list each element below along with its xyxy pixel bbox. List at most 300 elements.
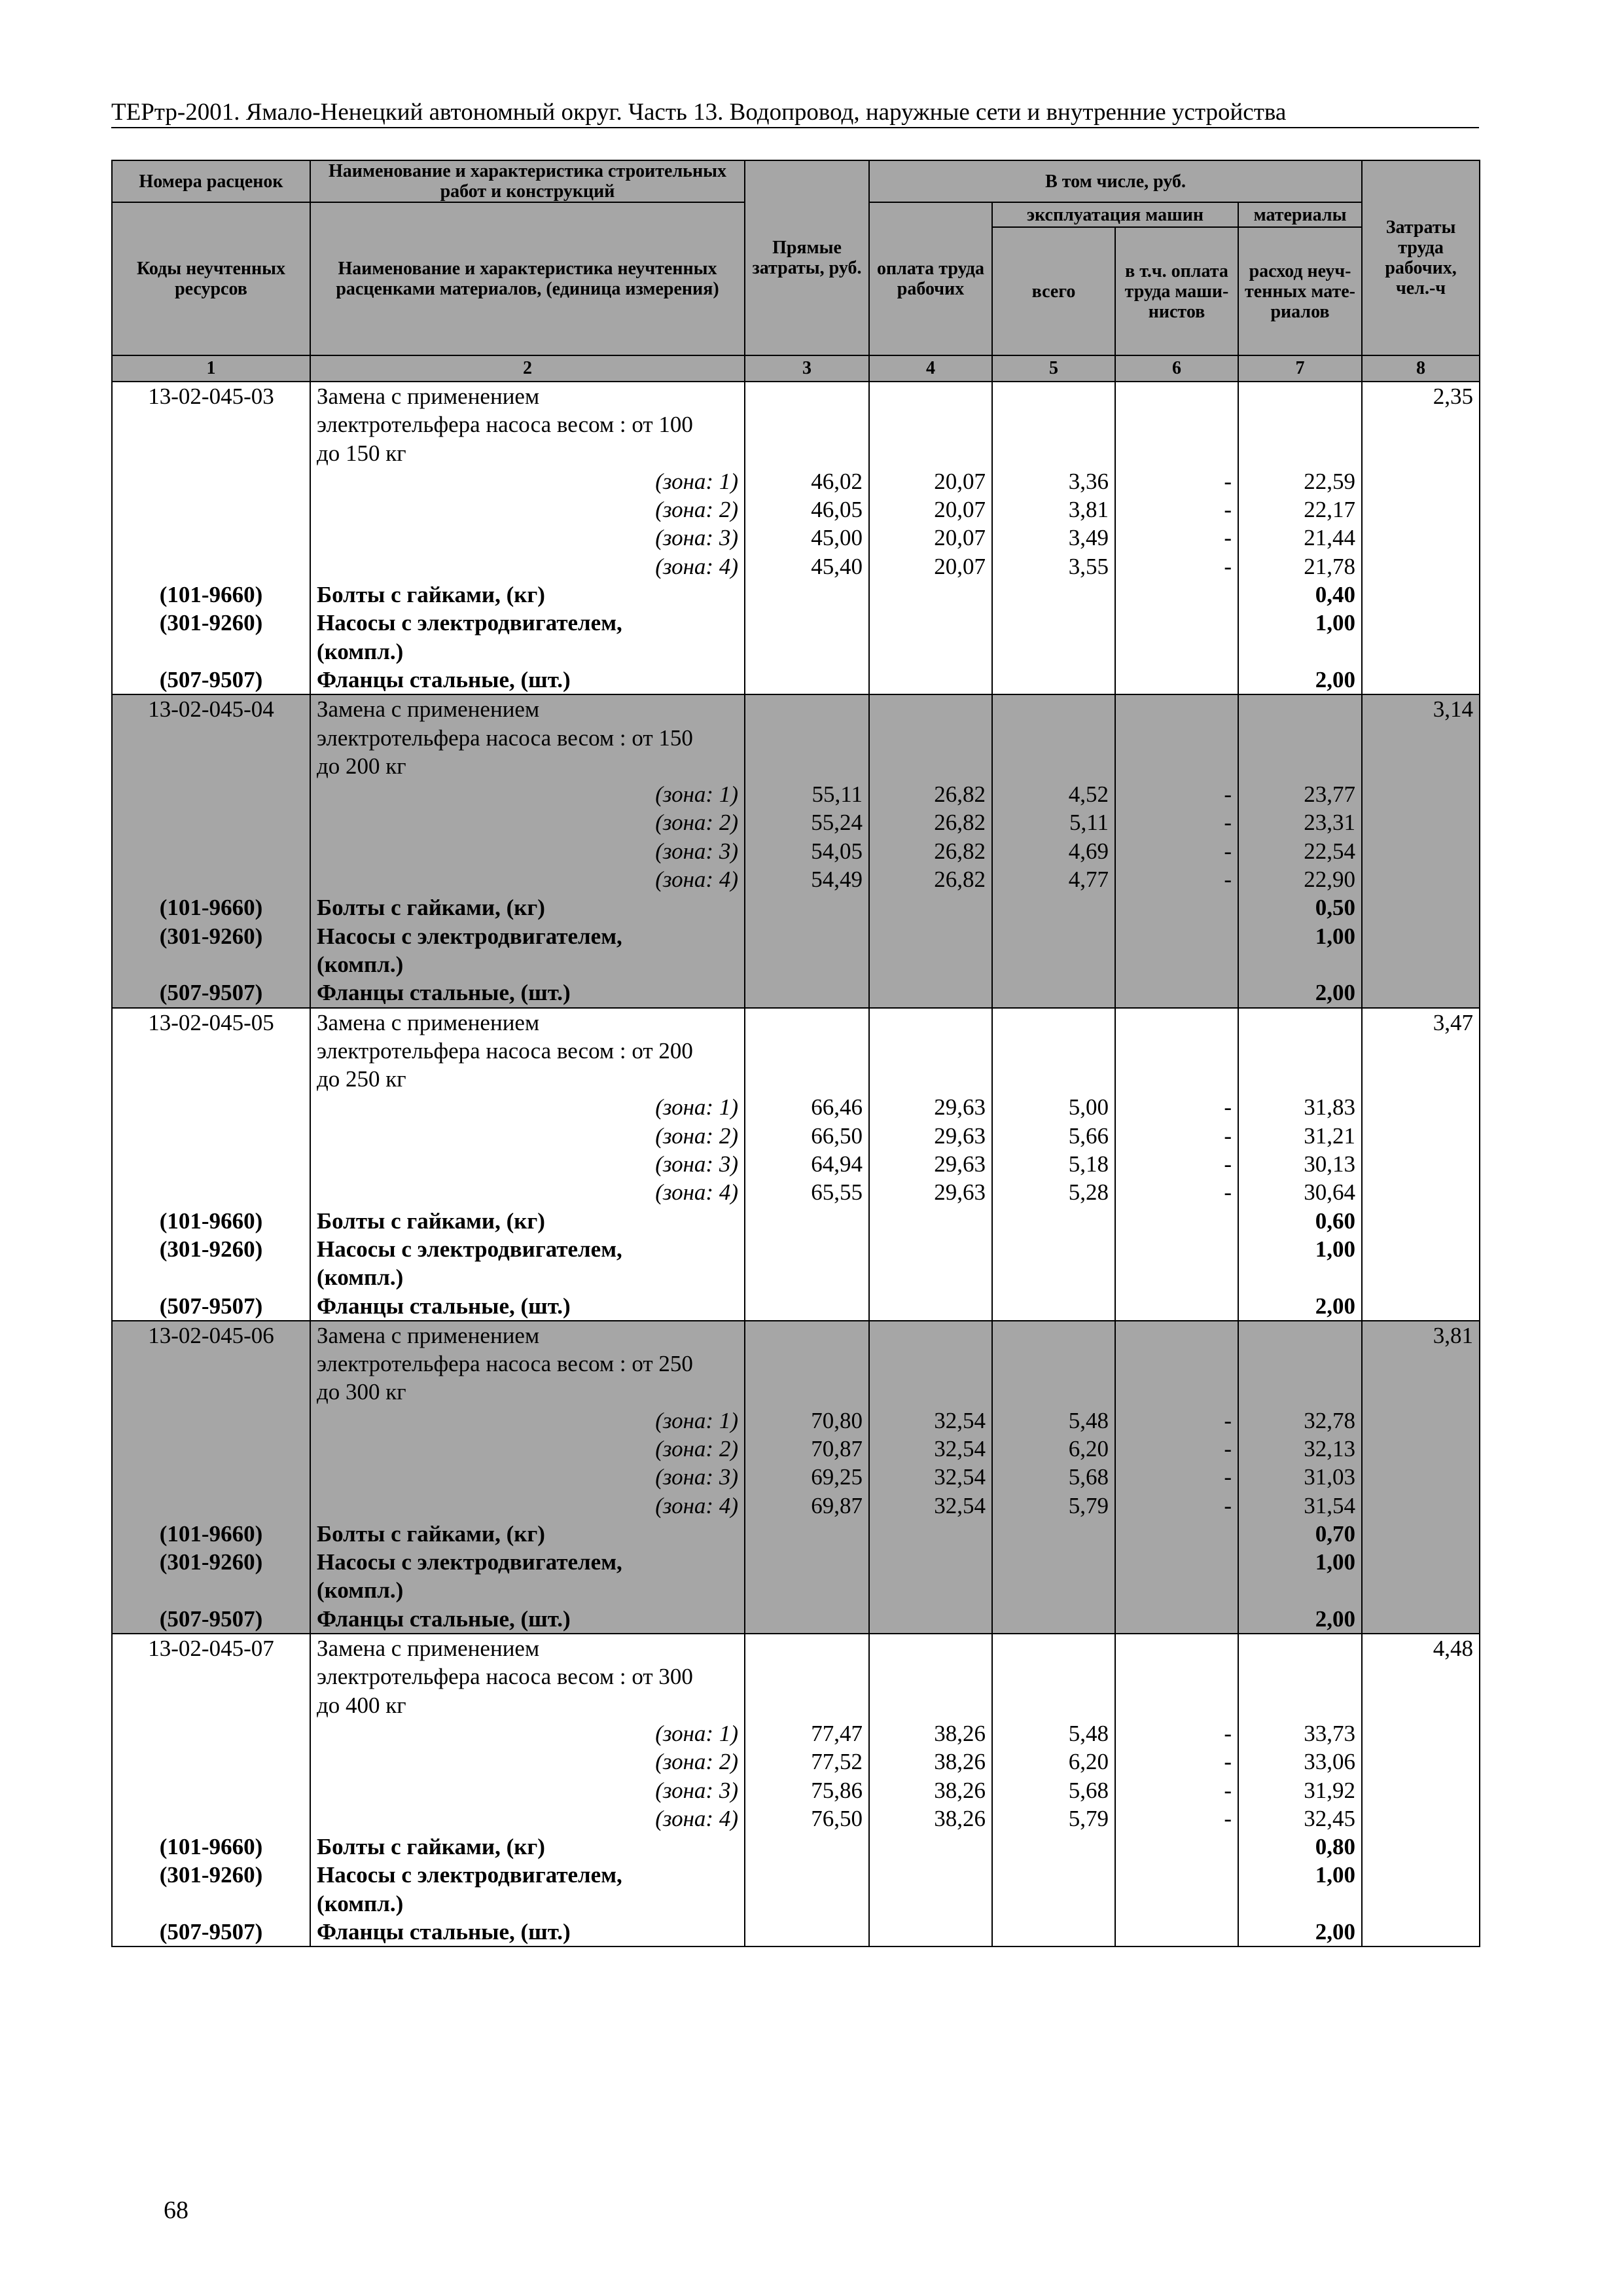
materials-cost: 31,54 (1238, 1492, 1362, 1520)
column-number: 7 (1238, 355, 1362, 382)
labor-hours: 3,47 (1362, 1008, 1480, 1037)
work-description: Замена с применением (310, 694, 745, 723)
resource-code: (507-9507) (112, 1292, 310, 1321)
empty-cell (869, 1918, 992, 1946)
material-name: (компл.) (310, 1890, 745, 1918)
empty-cell (869, 581, 992, 609)
zone-row (112, 1178, 1480, 1206)
empty-cell (992, 1008, 1115, 1037)
empty-cell (112, 524, 310, 552)
rate-code (112, 1037, 310, 1065)
materials-cost: 31,03 (1238, 1463, 1362, 1491)
empty-cell (869, 1890, 992, 1918)
zone-label: (зона: 4) (310, 1804, 745, 1833)
material-row (112, 1890, 1480, 1918)
zone-row (112, 1122, 1480, 1150)
empty-cell (745, 666, 869, 694)
worker-wage: 20,07 (869, 495, 992, 524)
empty-cell (745, 1548, 869, 1576)
empty-cell (1115, 1008, 1238, 1037)
machine-cost: 5,79 (992, 1804, 1115, 1833)
material-consumption: 0,50 (1238, 893, 1362, 922)
material-consumption: 0,40 (1238, 581, 1362, 609)
empty-cell (1115, 950, 1238, 978)
empty-cell (1115, 1605, 1238, 1634)
empty-cell (869, 1065, 992, 1093)
empty-cell (1115, 1548, 1238, 1576)
direct-cost: 77,47 (745, 1719, 869, 1748)
col1-top-header: Номера расценок (112, 160, 310, 202)
machinist-wage: - (1115, 1748, 1238, 1776)
empty-cell (992, 1918, 1115, 1946)
worker-wage: 32,54 (869, 1492, 992, 1520)
resource-code: (101-9660) (112, 1207, 310, 1235)
empty-cell (1115, 1861, 1238, 1889)
materials-cost: 22,90 (1238, 865, 1362, 893)
empty-cell (1362, 1263, 1480, 1291)
empty-cell (745, 1263, 869, 1291)
work-description: до 250 кг (310, 1065, 745, 1093)
empty-cell (745, 581, 869, 609)
work-description: до 150 кг (310, 439, 745, 467)
rate-code (112, 752, 310, 780)
worker-wage: 26,82 (869, 780, 992, 808)
work-description: Замена с применением (310, 382, 745, 410)
empty-cell (869, 1605, 992, 1634)
rate-group (112, 1321, 1480, 1634)
empty-cell (745, 637, 869, 666)
empty-cell (1362, 1150, 1480, 1178)
empty-cell (869, 1378, 992, 1406)
empty-cell (869, 1350, 992, 1378)
empty-cell (1115, 1918, 1238, 1946)
zone-label: (зона: 3) (310, 1150, 745, 1178)
materials-cost: 30,64 (1238, 1178, 1362, 1206)
rate-code (112, 410, 310, 439)
empty-cell (869, 1321, 992, 1350)
direct-cost: 54,05 (745, 837, 869, 865)
material-row (112, 581, 1480, 609)
empty-cell (992, 1037, 1115, 1065)
material-consumption: 0,70 (1238, 1520, 1362, 1548)
empty-cell (1238, 1378, 1362, 1406)
empty-cell (1362, 1548, 1480, 1576)
empty-cell (1362, 666, 1480, 694)
materials-cost: 31,21 (1238, 1122, 1362, 1150)
material-row (112, 1520, 1480, 1548)
labor-hours: 4,48 (1362, 1634, 1480, 1662)
empty-cell (745, 609, 869, 637)
empty-cell (745, 410, 869, 439)
rate-code: 13-02-045-07 (112, 1634, 310, 1662)
empty-cell (992, 410, 1115, 439)
empty-cell (869, 978, 992, 1007)
machine-cost: 4,69 (992, 837, 1115, 865)
resource-code: (301-9260) (112, 1235, 310, 1263)
machinist-wage: - (1115, 1435, 1238, 1463)
material-name: Насосы с электродвигателем, (310, 1235, 745, 1263)
machine-cost: 5,48 (992, 1407, 1115, 1435)
table-row (112, 694, 1480, 723)
empty-cell (112, 808, 310, 836)
machine-cost: 3,36 (992, 467, 1115, 495)
direct-cost: 70,87 (745, 1435, 869, 1463)
table-row (112, 1037, 1480, 1065)
rate-code (112, 1350, 310, 1378)
machinist-wage: - (1115, 1407, 1238, 1435)
work-description: Замена с применением (310, 1008, 745, 1037)
resource-code: (101-9660) (112, 1833, 310, 1861)
labor-hours (1362, 1662, 1480, 1691)
labor-hours (1362, 1065, 1480, 1093)
worker-wage: 38,26 (869, 1748, 992, 1776)
empty-cell (745, 1292, 869, 1321)
material-row (112, 1576, 1480, 1604)
material-row (112, 893, 1480, 922)
material-consumption: 2,00 (1238, 1292, 1362, 1321)
resource-code: (301-9260) (112, 922, 310, 950)
material-name: Насосы с электродвигателем, (310, 1548, 745, 1576)
empty-cell (1238, 439, 1362, 467)
materials-cost: 33,06 (1238, 1748, 1362, 1776)
empty-cell (745, 950, 869, 978)
rate-code (112, 1662, 310, 1691)
material-name: (компл.) (310, 1576, 745, 1604)
rate-group (112, 382, 1480, 694)
material-consumption: 2,00 (1238, 1918, 1362, 1946)
rate-code (112, 1691, 310, 1719)
empty-cell (1238, 752, 1362, 780)
material-name: Болты с гайками, (кг) (310, 581, 745, 609)
empty-cell (1362, 1492, 1480, 1520)
labor-hours (1362, 1378, 1480, 1406)
zone-row (112, 780, 1480, 808)
work-description: до 200 кг (310, 752, 745, 780)
zone-label: (зона: 3) (310, 837, 745, 865)
resource-code: (507-9507) (112, 978, 310, 1007)
empty-cell (112, 1122, 310, 1150)
material-row (112, 1548, 1480, 1576)
rate-group (112, 1634, 1480, 1946)
empty-cell (1115, 893, 1238, 922)
empty-cell (1362, 922, 1480, 950)
direct-cost: 45,00 (745, 524, 869, 552)
material-consumption: 1,00 (1238, 922, 1362, 950)
worker-wage: 38,26 (869, 1776, 992, 1804)
material-row (112, 1861, 1480, 1889)
empty-cell (992, 1605, 1115, 1634)
table-row (112, 1691, 1480, 1719)
rate-group (112, 694, 1480, 1007)
col8-header: Затраты труда рабочих, чел.-ч (1362, 160, 1480, 355)
empty-cell (869, 1861, 992, 1889)
zone-row (112, 1463, 1480, 1491)
material-consumption: 2,00 (1238, 978, 1362, 1007)
resource-code: (101-9660) (112, 893, 310, 922)
empty-cell (112, 467, 310, 495)
zone-row (112, 1776, 1480, 1804)
empty-cell (1362, 837, 1480, 865)
empty-cell (112, 1093, 310, 1121)
zone-row (112, 1093, 1480, 1121)
empty-cell (869, 950, 992, 978)
rate-code: 13-02-045-04 (112, 694, 310, 723)
machinist-wage: - (1115, 1178, 1238, 1206)
materials-cost: 21,44 (1238, 524, 1362, 552)
zone-row (112, 808, 1480, 836)
machinist-wage: - (1115, 1150, 1238, 1178)
empty-cell (1115, 1263, 1238, 1291)
materials-cost: 32,78 (1238, 1407, 1362, 1435)
empty-cell (1238, 724, 1362, 752)
material-consumption: 1,00 (1238, 609, 1362, 637)
material-consumption: 1,00 (1238, 1861, 1362, 1889)
resource-code (112, 1576, 310, 1604)
direct-cost: 69,87 (745, 1492, 869, 1520)
empty-cell (1115, 978, 1238, 1007)
col3-header: Прямые затраты, руб. (745, 160, 869, 355)
empty-cell (1362, 1833, 1480, 1861)
direct-cost: 76,50 (745, 1804, 869, 1833)
resource-code (112, 950, 310, 978)
empty-cell (992, 724, 1115, 752)
material-consumption (1238, 1263, 1362, 1291)
labor-hours: 2,35 (1362, 382, 1480, 410)
empty-cell (112, 780, 310, 808)
material-name: (компл.) (310, 950, 745, 978)
empty-cell (1238, 1321, 1362, 1350)
labor-hours (1362, 1037, 1480, 1065)
material-consumption: 1,00 (1238, 1235, 1362, 1263)
machine-cost: 5,66 (992, 1122, 1115, 1150)
empty-cell (869, 609, 992, 637)
column-number: 5 (992, 355, 1115, 382)
empty-cell (1115, 922, 1238, 950)
material-consumption: 0,80 (1238, 1833, 1362, 1861)
empty-cell (992, 978, 1115, 1007)
materials-cost: 21,78 (1238, 552, 1362, 581)
empty-cell (869, 382, 992, 410)
material-name: Насосы с электродвигателем, (310, 609, 745, 637)
empty-cell (1362, 495, 1480, 524)
machine-cost: 3,81 (992, 495, 1115, 524)
empty-cell (112, 1150, 310, 1178)
machinist-wage: - (1115, 1776, 1238, 1804)
empty-cell (745, 694, 869, 723)
material-row (112, 1235, 1480, 1263)
empty-cell (1115, 694, 1238, 723)
table-row (112, 1065, 1480, 1093)
direct-cost: 65,55 (745, 1178, 869, 1206)
empty-cell (1115, 666, 1238, 694)
empty-cell (1115, 1207, 1238, 1235)
empty-cell (869, 1263, 992, 1291)
empty-cell (1362, 1093, 1480, 1121)
empty-cell (1115, 1662, 1238, 1691)
empty-cell (1115, 637, 1238, 666)
machine-cost: 6,20 (992, 1435, 1115, 1463)
rate-code: 13-02-045-03 (112, 382, 310, 410)
machinist-wage: - (1115, 552, 1238, 581)
direct-cost: 55,24 (745, 808, 869, 836)
rate-code (112, 1065, 310, 1093)
empty-cell (1115, 1691, 1238, 1719)
empty-cell (745, 1576, 869, 1604)
worker-wage: 38,26 (869, 1804, 992, 1833)
zone-row (112, 1150, 1480, 1178)
empty-cell (1362, 552, 1480, 581)
empty-cell (1362, 1407, 1480, 1435)
zone-row (112, 837, 1480, 865)
machine-cost: 4,77 (992, 865, 1115, 893)
empty-cell (1238, 694, 1362, 723)
worker-wage: 32,54 (869, 1435, 992, 1463)
empty-cell (869, 694, 992, 723)
col2-top-header: Наименование и характеристика строительных работ и конструкций (310, 160, 745, 202)
empty-cell (1115, 439, 1238, 467)
empty-cell (112, 1748, 310, 1776)
machine-cost: 5,79 (992, 1492, 1115, 1520)
table-row (112, 1321, 1480, 1350)
material-row (112, 1263, 1480, 1291)
material-row (112, 1918, 1480, 1946)
zone-row (112, 865, 1480, 893)
empty-cell (112, 1178, 310, 1206)
machine-cost: 5,00 (992, 1093, 1115, 1121)
resource-code: (507-9507) (112, 666, 310, 694)
empty-cell (869, 1548, 992, 1576)
rate-code (112, 439, 310, 467)
empty-cell (869, 893, 992, 922)
empty-cell (745, 1350, 869, 1378)
materials-cost: 32,45 (1238, 1804, 1362, 1833)
material-name: Фланцы стальные, (шт.) (310, 666, 745, 694)
empty-cell (992, 1350, 1115, 1378)
material-row (112, 1605, 1480, 1634)
empty-cell (869, 410, 992, 439)
material-row (112, 1292, 1480, 1321)
empty-cell (869, 666, 992, 694)
empty-cell (992, 1292, 1115, 1321)
table-row (112, 752, 1480, 780)
empty-cell (745, 978, 869, 1007)
empty-cell (992, 1065, 1115, 1093)
material-name: Фланцы стальные, (шт.) (310, 1292, 745, 1321)
material-consumption: 0,60 (1238, 1207, 1362, 1235)
empty-cell (1362, 1576, 1480, 1604)
material-name: Фланцы стальные, (шт.) (310, 978, 745, 1007)
empty-cell (1115, 609, 1238, 637)
empty-cell (1115, 1037, 1238, 1065)
column-number: 8 (1362, 355, 1480, 382)
empty-cell (745, 1008, 869, 1037)
empty-cell (1115, 1350, 1238, 1378)
materials-cost: 22,54 (1238, 837, 1362, 865)
empty-cell (745, 1065, 869, 1093)
worker-wage: 20,07 (869, 552, 992, 581)
work-description: до 400 кг (310, 1691, 745, 1719)
empty-cell (1115, 382, 1238, 410)
empty-cell (869, 637, 992, 666)
empty-cell (1115, 1576, 1238, 1604)
empty-cell (992, 1861, 1115, 1889)
empty-cell (992, 1890, 1115, 1918)
empty-cell (1362, 1605, 1480, 1634)
table-row (112, 382, 1480, 410)
empty-cell (992, 1263, 1115, 1291)
group-header-materials: материалы (1238, 202, 1362, 227)
empty-cell (1238, 1350, 1362, 1378)
empty-cell (1362, 780, 1480, 808)
empty-cell (1238, 1634, 1362, 1662)
machine-cost: 5,11 (992, 808, 1115, 836)
empty-cell (992, 752, 1115, 780)
empty-cell (1115, 1520, 1238, 1548)
empty-cell (745, 893, 869, 922)
col5-header: всего (992, 227, 1115, 355)
empty-cell (745, 1634, 869, 1662)
material-consumption (1238, 1576, 1362, 1604)
empty-cell (745, 752, 869, 780)
zone-label: (зона: 1) (310, 780, 745, 808)
empty-cell (112, 495, 310, 524)
empty-cell (1362, 950, 1480, 978)
material-row (112, 637, 1480, 666)
empty-cell (745, 1207, 869, 1235)
empty-cell (992, 1833, 1115, 1861)
material-consumption (1238, 637, 1362, 666)
empty-cell (992, 581, 1115, 609)
empty-cell (1362, 1861, 1480, 1889)
table-row (112, 439, 1480, 467)
empty-cell (1362, 1918, 1480, 1946)
materials-cost: 23,31 (1238, 808, 1362, 836)
zone-label: (зона: 1) (310, 1719, 745, 1748)
zone-label: (зона: 2) (310, 1122, 745, 1150)
rate-code (112, 1378, 310, 1406)
empty-cell (1362, 1463, 1480, 1491)
empty-cell (869, 1037, 992, 1065)
labor-hours (1362, 439, 1480, 467)
empty-cell (992, 637, 1115, 666)
empty-cell (745, 1520, 869, 1548)
empty-cell (1238, 1037, 1362, 1065)
empty-cell (1238, 1691, 1362, 1719)
rates-table (111, 160, 1480, 1947)
empty-cell (745, 1321, 869, 1350)
rate-code: 13-02-045-05 (112, 1008, 310, 1037)
empty-cell (1362, 1890, 1480, 1918)
direct-cost: 77,52 (745, 1748, 869, 1776)
empty-cell (1362, 1207, 1480, 1235)
machinist-wage: - (1115, 524, 1238, 552)
table-row (112, 1008, 1480, 1037)
empty-cell (1238, 382, 1362, 410)
empty-cell (112, 865, 310, 893)
materials-cost: 32,13 (1238, 1435, 1362, 1463)
labor-hours (1362, 410, 1480, 439)
empty-cell (1362, 524, 1480, 552)
empty-cell (992, 1576, 1115, 1604)
empty-cell (992, 1520, 1115, 1548)
resource-code (112, 1263, 310, 1291)
empty-cell (992, 1321, 1115, 1350)
direct-cost: 70,80 (745, 1407, 869, 1435)
zone-row (112, 1435, 1480, 1463)
resource-code: (101-9660) (112, 581, 310, 609)
work-description: Замена с применением (310, 1634, 745, 1662)
rate-group (112, 1008, 1480, 1321)
